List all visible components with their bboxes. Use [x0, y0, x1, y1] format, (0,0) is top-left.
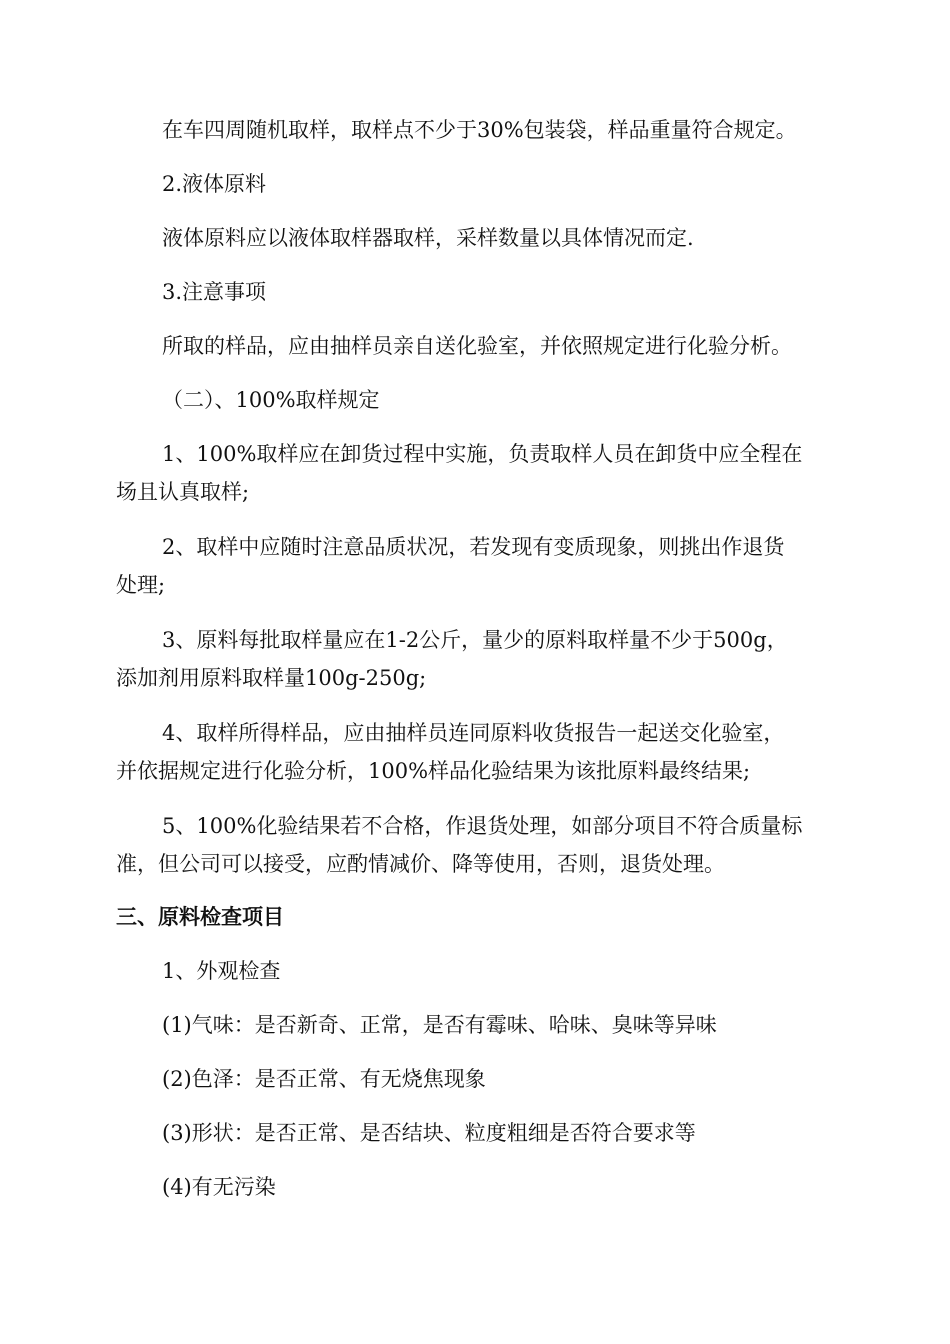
- rule-2-line-1: 2、取样中应随时注意品质状况，若发现有变质现象，则挑出作退货: [162, 535, 785, 559]
- rule-3-line-1: 3、原料每批取样量应在1-2公斤，量少的原料取样量不少于500g，: [162, 628, 788, 652]
- item-odor: (1)气味：是否新奇、正常，是否有霉味、哈味、臭味等异味: [162, 1013, 717, 1037]
- paragraph-liquid-sampling: 液体原料应以液体取样器取样，采样数量以具体情况而定.: [162, 226, 694, 250]
- subheading-liquid-materials: 2.液体原料: [162, 172, 267, 196]
- rule-5-line-1: 5、100%化验结果若不合格，作退货处理，如部分项目不符合质量标: [162, 814, 803, 838]
- item-shape: (3)形状：是否正常、是否结块、粒度粗细是否符合要求等: [162, 1121, 696, 1145]
- rule-1-line-1: 1、100%取样应在卸货过程中实施，负责取样人员在卸货中应全程在: [162, 442, 803, 466]
- subheading-full-sampling-rules: （二）、100%取样规定: [162, 388, 380, 412]
- rule-5-line-2: 准，但公司可以接受，应酌情减价、降等使用，否则，退货处理。: [116, 852, 725, 876]
- section-heading-inspection-items: 三、原料检查项目: [116, 905, 284, 929]
- subheading-notes: 3.注意事项: [162, 280, 267, 304]
- rule-1-line-2: 场且认真取样;: [116, 480, 250, 504]
- rule-2-line-2: 处理;: [116, 573, 166, 597]
- item-color: (2)色泽：是否正常、有无烧焦现象: [162, 1067, 486, 1091]
- rule-3-line-2: 添加剂用原料取样量100g-250g;: [116, 666, 427, 690]
- item-appearance-check: 1、外观检查: [162, 959, 281, 983]
- rule-4-line-1: 4、取样所得样品，应由抽样员连同原料收货报告一起送交化验室，: [162, 721, 785, 745]
- paragraph-sample-delivery: 所取的样品，应由抽样员亲自送化验室，并依照规定进行化验分析。: [162, 334, 792, 358]
- item-contamination: (4)有无污染: [162, 1175, 276, 1199]
- paragraph-sampling-points: 在车四周随机取样，取样点不少于30%包装袋，样品重量符合规定。: [162, 118, 797, 142]
- rule-4-line-2: 并依据规定进行化验分析，100%样品化验结果为该批原料最终结果;: [116, 759, 751, 783]
